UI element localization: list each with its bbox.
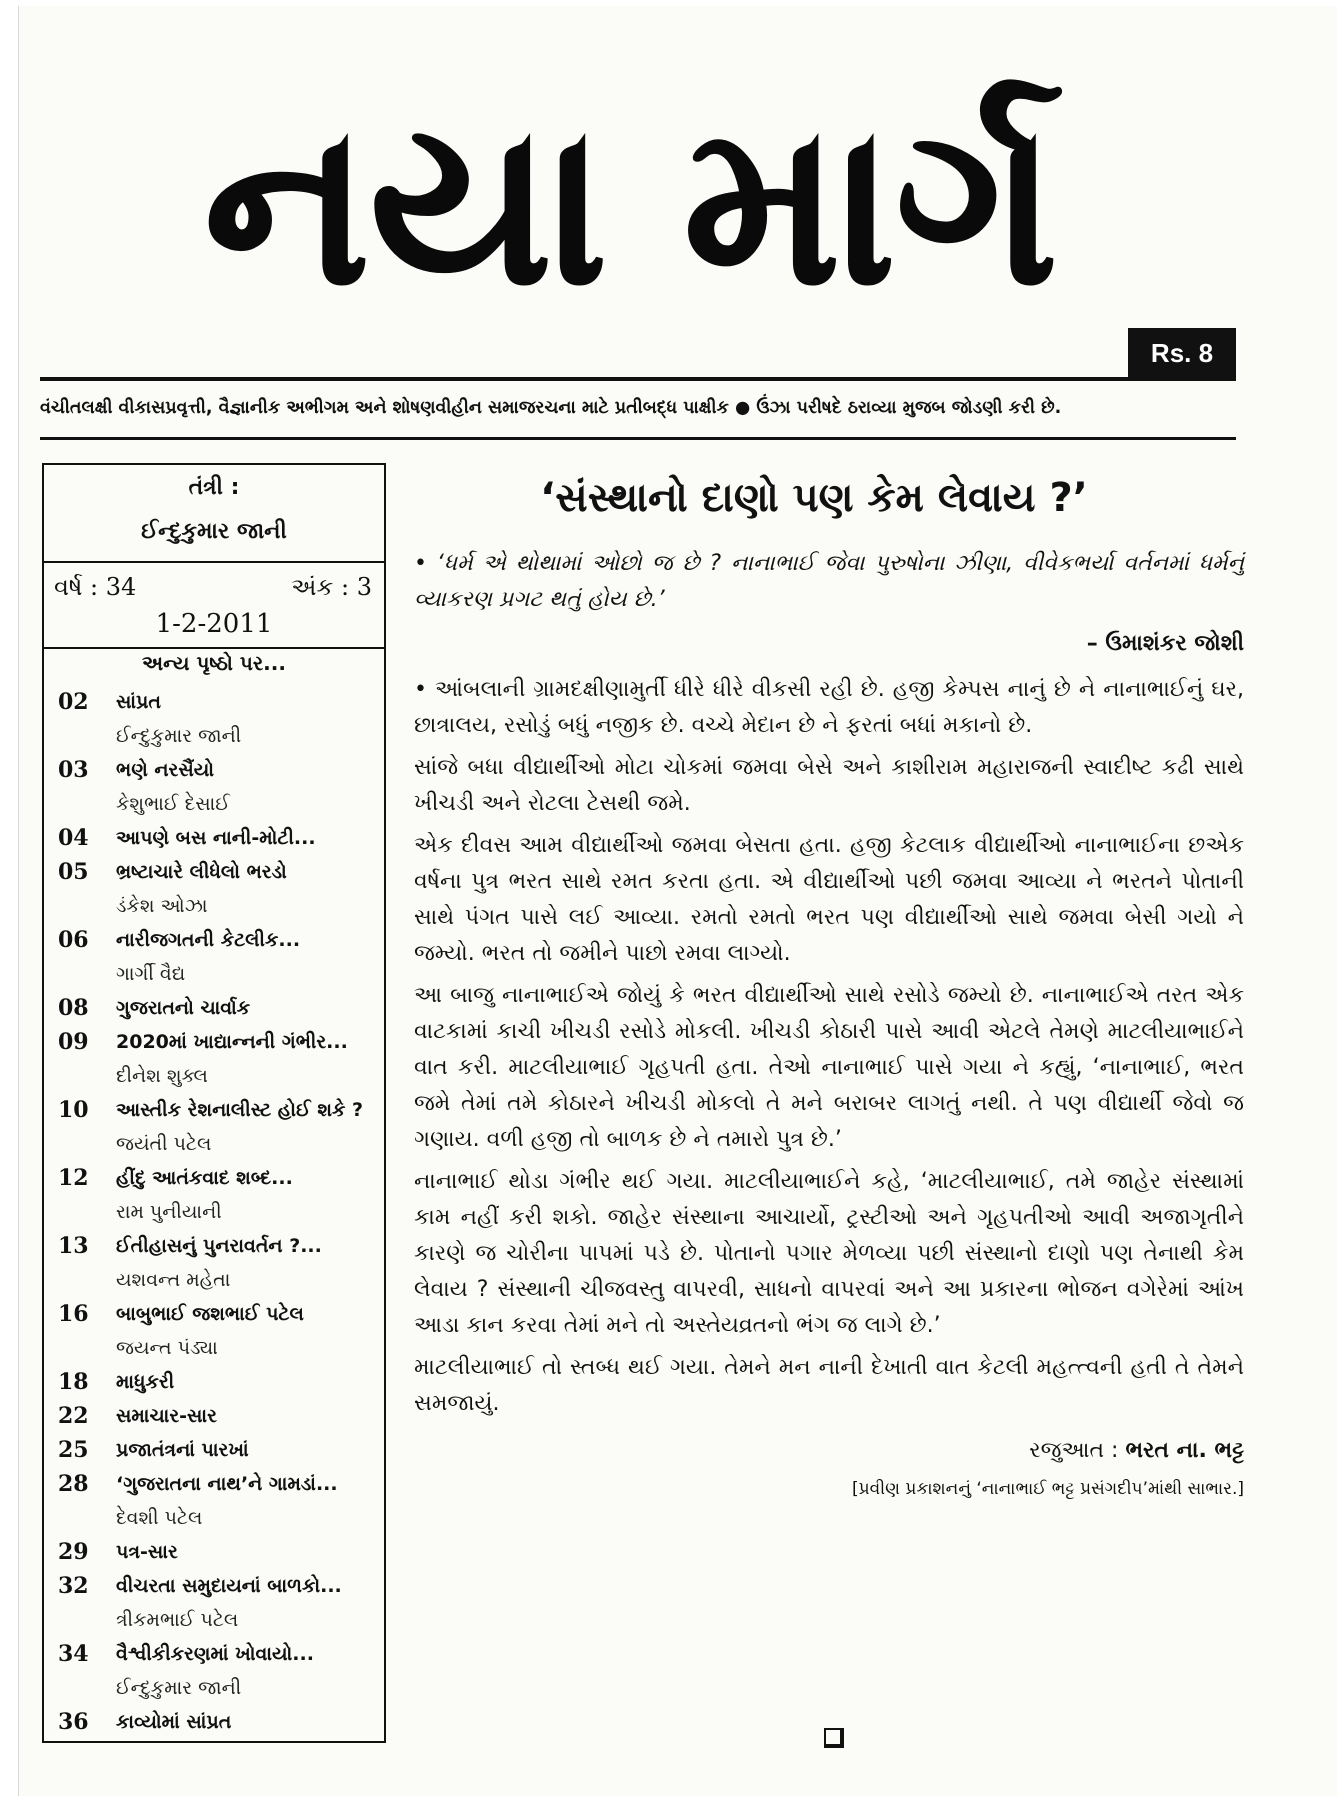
toc-entry bbox=[44, 1433, 384, 1467]
presenter-name: ભરત ના. ભટ્ટ bbox=[1125, 1438, 1244, 1463]
toc-author-row bbox=[44, 889, 384, 923]
article-body bbox=[414, 546, 1244, 1504]
toc-page-number: 25 bbox=[58, 1437, 89, 1463]
toc-entry bbox=[44, 1093, 384, 1127]
toc-page-number: 29 bbox=[58, 1539, 89, 1565]
toc-entry bbox=[44, 1705, 384, 1739]
article-headline: ‘સંસ્થાનો દાણો પણ કેમ લેવાય ?’ bbox=[540, 475, 1088, 521]
masthead-title: નયા માર્ગ bbox=[203, 74, 1057, 336]
toc-entry bbox=[44, 1535, 384, 1569]
toc-page-number: 02 bbox=[58, 689, 89, 715]
toc-author: ઈન્દુકુમાર જાની bbox=[116, 725, 242, 747]
toc-page-number: 03 bbox=[58, 757, 89, 783]
toc-entry bbox=[44, 1569, 384, 1603]
toc-title: ભણે નરસૈંયો bbox=[116, 759, 215, 781]
toc-title: આસ્તીક રેશનાલીસ્ટ હોઈ શકે ? bbox=[116, 1099, 364, 1121]
toc-author: ગાર્ગી વૈદ્ય bbox=[116, 963, 186, 985]
toc-entry bbox=[44, 1229, 384, 1263]
box-icon bbox=[824, 1728, 844, 1748]
toc-entry bbox=[44, 1467, 384, 1501]
toc-entry bbox=[44, 991, 384, 1025]
epigraph-author: – ઉમાશંકર જોશી bbox=[1086, 631, 1244, 656]
article-paragraph: માટલીયાભાઈ તો સ્તબ્ધ થઈ ગયા. તેમને મન નાની દેખાતી વાત કેટલી મહત્ત્વની હતી તે તેમને સમજાયું. bbox=[414, 1355, 1244, 1416]
divider-bottom bbox=[40, 437, 1236, 440]
toc-entry bbox=[44, 1025, 384, 1059]
toc-author: કેશુભાઈ દેસાઈ bbox=[116, 793, 230, 815]
toc-author: યશવન્ત મહેતા bbox=[116, 1269, 231, 1291]
article-paragraph: • આંબલાની ગ્રામદક્ષીણામુર્તી ધીરે ધીરે વીકસી રહી છે. હજી કેમ્પસ નાનું છે ને નાનાભાઈનું ઘર, છાત્રાલય, રસોડું બધું નજીક છે. વચ્ચે મેદાન છે ને ફરતાં બધાં મકાનો છે. bbox=[414, 677, 1244, 738]
toc-author: દીનેશ શુક્લ bbox=[116, 1065, 208, 1087]
toc-author-row bbox=[44, 1059, 384, 1093]
toc-title: વીચરતા સમુદાયનાં બાળકો... bbox=[116, 1575, 342, 1597]
toc-page-number: 04 bbox=[58, 825, 89, 851]
toc-entry bbox=[44, 855, 384, 889]
toc-page-number: 05 bbox=[58, 859, 89, 885]
toc-title: કાવ્યોમાં સાંપ્રત bbox=[116, 1711, 232, 1733]
table-of-contents bbox=[44, 685, 384, 1739]
toc-page-number: 12 bbox=[58, 1165, 89, 1191]
toc-author: ત્રીકમભાઈ પટેલ bbox=[116, 1609, 239, 1631]
toc-page-number: 08 bbox=[58, 995, 89, 1021]
volume-year: વર્ષ : 34 bbox=[54, 573, 137, 601]
toc-page-number: 10 bbox=[58, 1097, 89, 1123]
toc-page-number: 32 bbox=[58, 1573, 89, 1599]
toc-title: પ્રજાતંત્રનાં પારખાં bbox=[116, 1439, 249, 1461]
toc-page-number: 22 bbox=[58, 1403, 89, 1429]
divider-top bbox=[40, 377, 1236, 381]
toc-title: ભ્રષ્ટાચારે લીધેલો ભરડો bbox=[116, 861, 287, 883]
toc-title: 2020માં ખાદ્યાન્નની ગંભીર... bbox=[116, 1031, 348, 1053]
toc-author: રામ પુનીયાની bbox=[116, 1201, 222, 1223]
tagline: વંચીતલક્ષી વીકાસપ્રવૃત્તી, વૈજ્ઞાનીક અભીગમ અને શોષણવીહીન સમાજરચના માટે પ્રતીબદ્ધ પાક્ષીક ● ઉંઝા પરીષદે ઠરાવ્યા મુજબ જોડણી કરી છે. bbox=[40, 398, 1062, 418]
editor-label: તંત્રી : bbox=[188, 475, 240, 500]
toc-title: ગુજરાતનો ચાર્વાક bbox=[116, 997, 251, 1019]
toc-author-row bbox=[44, 719, 384, 753]
toc-page-number: 18 bbox=[58, 1369, 89, 1395]
sidebar-divider bbox=[44, 561, 384, 563]
article-paragraph: આ બાજુ નાનાભાઈએ જોયું કે ભરત વીદ્યાર્થીઓ સાથે રસોડે જમ્યો છે. નાનાભાઈએ તરત એક વાટકામાં કાચી ખીચડી રસોડે મોકલી. ખીચડી કોઠારી પાસે આવી એટલે તેમણે માટલીયાભાઈને વાત કરી. માટલીયાભાઈ ગૃહપતી હતા. તેઓ નાનાભાઈ પાસે ગયા ને કહ્યું, ‘નાનાભાઈ, ભરત જમે તેમાં તમે કોઠારને ખીચડી મોકલો તે મને બરાબર લાગતું નથી. તે પણ વીદ્યાર્થી જેવો જ ગણાય. વળી હજી તો બાળક છે ને તમારો પુત્ર છે.’ bbox=[414, 983, 1244, 1152]
toc-title: હીંદુ આતંકવાદ શબ્દ... bbox=[116, 1167, 293, 1189]
toc-author: જયંતી પટેલ bbox=[116, 1133, 212, 1155]
toc-author-row bbox=[44, 787, 384, 821]
toc-author-row bbox=[44, 1263, 384, 1297]
issue-number: અંક : 3 bbox=[291, 573, 372, 601]
toc-page-number: 36 bbox=[58, 1709, 89, 1735]
toc-page-number: 06 bbox=[58, 927, 89, 953]
toc-entry bbox=[44, 821, 384, 855]
toc-author: ઈન્દુકુમાર જાની bbox=[116, 1677, 242, 1699]
toc-page-number: 09 bbox=[58, 1029, 89, 1055]
toc-author: ડંકેશ ઓઝા bbox=[116, 895, 208, 917]
toc-page-number: 13 bbox=[58, 1233, 89, 1259]
toc-page-number: 34 bbox=[58, 1641, 89, 1667]
toc-entry bbox=[44, 1365, 384, 1399]
toc-author-row bbox=[44, 1331, 384, 1365]
toc-title: બાબુભાઈ જશભાઈ પટેલ bbox=[116, 1303, 304, 1325]
toc-title: સમાચાર-સાર bbox=[116, 1405, 217, 1427]
toc-title: માધુકરી bbox=[116, 1371, 175, 1393]
toc-entry bbox=[44, 923, 384, 957]
toc-author-row bbox=[44, 957, 384, 991]
toc-entry bbox=[44, 1399, 384, 1433]
article-paragraph: સાંજે બધા વીદ્યાર્થીઓ મોટા ચોકમાં જમવા બેસે અને કાશીરામ મહારાજની સ્વાદીષ્ટ કઢી સાથે ખીચડી અને રોટલા ટેસથી જમે. bbox=[414, 755, 1244, 816]
toc-title: નારીજગતની કેટલીક... bbox=[116, 929, 301, 951]
toc-title: આપણે બસ નાની-મોટી... bbox=[116, 827, 316, 849]
sidebar-divider bbox=[44, 647, 384, 649]
article-paragraph: નાનાભાઈ થોડા ગંભીર થઈ ગયા. માટલીયાભાઈને કહે, ‘માટલીયાભાઈ, તમે જાહેર સંસ્થામાં કામ નહીં કરી શકો. જાહેર સંસ્થાના આચાર્યો, ટ્રસ્ટીઓ અને ગૃહપતીઓ આવી અજાગૃતીને કારણે જ ચોરીના પાપમાં પડે છે. પોતાનો પગાર મેળવ્યા પછી સંસ્થાનો દાણો પણ તેનાથી કેમ લેવાય ? સંસ્થાની ચીજવસ્તુ વાપરવી, સાધનો વાપરવાં અને આ પ્રકારના ભોજન વગેરેમાં આંખ આડા કાન કરવા તેમાં મને તો અસ્તેયવ્રતનો ભંગ જ લાગે છે.’ bbox=[414, 1169, 1244, 1338]
source-credit: [પ્રવીણ પ્રકાશનનું ‘નાનાભાઈ ભટ્ટ પ્રસંગદીપ’માંથી સાભાર.] bbox=[852, 1479, 1244, 1499]
editor-name: ઈન્દુકુમાર જાની bbox=[141, 519, 287, 544]
toc-author-row bbox=[44, 1195, 384, 1229]
article-paragraph: એક દીવસ આમ વીદ્યાર્થીઓ જમવા બેસતા હતા. હજી કેટલાક વીદ્યાર્થીઓ નાનાભાઈના છએક વર્ષના પુત્ર ભરત સાથે રમત કરતા હતા. એ વીદ્યાર્થીઓ પછી જમવા આવ્યા ને ભરતને પોતાની સાથે પંગત પાસે લઈ આવ્યા. રમતો રમતો ભરત પણ વીદ્યાર્થીઓ સાથે જમવા બેસી ગયો ને જમ્યો. ભરત તો જમીને પાછો રમવા લાગ્યો. bbox=[414, 833, 1244, 966]
contents-sidebar bbox=[42, 463, 386, 1743]
toc-entry bbox=[44, 1297, 384, 1331]
toc-page-number: 28 bbox=[58, 1471, 89, 1497]
toc-author: જયન્ત પંડ્યા bbox=[116, 1337, 218, 1359]
toc-entry bbox=[44, 753, 384, 787]
toc-title: ‘ગુજરાતના નાથ’ને ગામડાં... bbox=[116, 1473, 338, 1495]
toc-author-row bbox=[44, 1671, 384, 1705]
toc-title: સાંપ્રત bbox=[116, 691, 161, 713]
toc-title: ઈતીહાસનું પુનરાવર્તન ?... bbox=[116, 1235, 322, 1257]
toc-author-row bbox=[44, 1127, 384, 1161]
toc-entry bbox=[44, 685, 384, 719]
toc-entry bbox=[44, 1637, 384, 1671]
epigraph-quote: • ‘ધર્મ એ થોથામાં ઓછો જ છે ? નાનાભાઈ જેવા પુરુષોના ઝીણા, વીવેકભર્યા વર્તનમાં ધર્મનું વ્યાકરણ પ્રગટ થતું હોય છે.’ bbox=[414, 551, 1244, 612]
price-badge: Rs. 8 bbox=[1128, 328, 1236, 378]
toc-page-number: 16 bbox=[58, 1301, 89, 1327]
toc-title: પત્ર-સાર bbox=[116, 1541, 178, 1563]
toc-entry bbox=[44, 1161, 384, 1195]
toc-author: દેવશી પટેલ bbox=[116, 1507, 203, 1529]
issue-date: 1-2-2011 bbox=[155, 609, 273, 639]
other-pages-heading: અન્ય પૃષ્ઠો પર... bbox=[142, 651, 286, 675]
presenter-label: રજુઆત : bbox=[1029, 1438, 1119, 1463]
toc-author-row bbox=[44, 1501, 384, 1535]
toc-title: વૈશ્વીકીકરણમાં ખોવાયો... bbox=[116, 1643, 314, 1665]
presenter-credit bbox=[414, 1432, 1244, 1470]
toc-author-row bbox=[44, 1603, 384, 1637]
